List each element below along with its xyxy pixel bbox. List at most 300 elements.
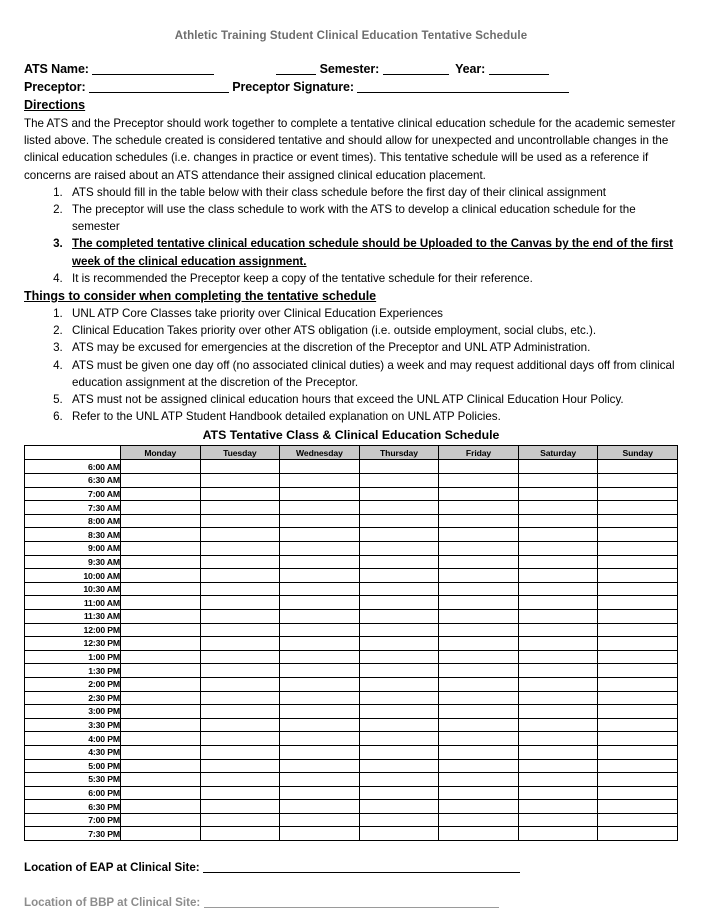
schedule-cell[interactable] <box>121 650 201 664</box>
schedule-cell[interactable] <box>598 650 678 664</box>
schedule-cell[interactable] <box>359 813 439 827</box>
schedule-row <box>25 637 678 651</box>
schedule-cell[interactable] <box>518 691 598 705</box>
schedule-row <box>25 827 678 841</box>
schedule-cell[interactable] <box>439 664 519 678</box>
schedule-cell[interactable] <box>280 745 360 759</box>
schedule-cell[interactable] <box>121 637 201 651</box>
schedule-cell[interactable] <box>280 691 360 705</box>
schedule-cell[interactable] <box>280 582 360 596</box>
schedule-cell[interactable] <box>121 759 201 773</box>
schedule-cell[interactable] <box>359 637 439 651</box>
schedule-cell[interactable] <box>598 596 678 610</box>
preceptor-row <box>24 78 678 96</box>
schedule-cell[interactable] <box>121 623 201 637</box>
schedule-time-label: 3:00 PM <box>25 705 121 719</box>
schedule-cell[interactable] <box>121 528 201 542</box>
considerations-list <box>24 305 678 425</box>
schedule-cell[interactable] <box>359 609 439 623</box>
schedule-cell[interactable] <box>121 813 201 827</box>
directions-list-item <box>66 184 678 201</box>
schedule-cell[interactable] <box>598 813 678 827</box>
schedule-cell[interactable] <box>598 705 678 719</box>
schedule-cell[interactable] <box>439 705 519 719</box>
ats-name-input[interactable] <box>92 63 214 75</box>
schedule-cell[interactable] <box>121 569 201 583</box>
schedule-cell[interactable] <box>518 514 598 528</box>
schedule-cell[interactable] <box>518 677 598 691</box>
schedule-cell[interactable] <box>121 800 201 814</box>
schedule-cell[interactable] <box>200 623 280 637</box>
schedule-cell[interactable] <box>439 745 519 759</box>
schedule-cell[interactable] <box>121 609 201 623</box>
schedule-time-label: 8:30 AM <box>25 528 121 542</box>
schedule-cell[interactable] <box>359 460 439 474</box>
schedule-cell[interactable] <box>121 501 201 515</box>
schedule-cell[interactable] <box>439 514 519 528</box>
schedule-cell[interactable] <box>518 637 598 651</box>
schedule-cell[interactable] <box>518 718 598 732</box>
schedule-cell[interactable] <box>359 555 439 569</box>
directions-list-item-highlighted <box>66 235 678 269</box>
schedule-cell[interactable] <box>280 718 360 732</box>
schedule-cell[interactable] <box>518 773 598 787</box>
schedule-cell[interactable] <box>200 487 280 501</box>
schedule-cell[interactable] <box>439 528 519 542</box>
schedule-cell[interactable] <box>439 650 519 664</box>
schedule-cell[interactable] <box>598 487 678 501</box>
schedule-cell[interactable] <box>439 460 519 474</box>
schedule-cell[interactable] <box>359 705 439 719</box>
schedule-cell[interactable] <box>439 759 519 773</box>
schedule-cell[interactable] <box>280 813 360 827</box>
schedule-time-label: 11:30 AM <box>25 609 121 623</box>
schedule-cell[interactable] <box>439 623 519 637</box>
schedule-cell[interactable] <box>598 677 678 691</box>
schedule-time-label: 1:00 PM <box>25 650 121 664</box>
schedule-time-label: 6:00 PM <box>25 786 121 800</box>
schedule-cell[interactable] <box>518 786 598 800</box>
schedule-cell[interactable] <box>280 623 360 637</box>
eap-row <box>24 861 678 874</box>
schedule-cell[interactable] <box>280 677 360 691</box>
schedule-cell[interactable] <box>200 773 280 787</box>
schedule-row <box>25 474 678 488</box>
schedule-cell[interactable] <box>200 813 280 827</box>
schedule-cell[interactable] <box>439 827 519 841</box>
schedule-cell[interactable] <box>518 745 598 759</box>
schedule-cell[interactable] <box>121 664 201 678</box>
schedule-row <box>25 609 678 623</box>
directions-item-text: ATS should fill in the table below with their class schedule before the first day of their clinical assignment <box>72 185 607 199</box>
schedule-cell[interactable] <box>121 514 201 528</box>
schedule-cell[interactable] <box>200 474 280 488</box>
preceptor-signature-label: Preceptor Signature: <box>232 80 354 94</box>
schedule-row <box>25 773 678 787</box>
schedule-cell[interactable] <box>359 474 439 488</box>
schedule-cell[interactable] <box>598 474 678 488</box>
schedule-cell[interactable] <box>518 827 598 841</box>
schedule-time-label: 4:00 PM <box>25 732 121 746</box>
schedule-cell[interactable] <box>359 677 439 691</box>
considerations-item-text: Clinical Education Takes priority over other ATS obligation (i.e. outside employment, social clubs, etc.). <box>72 324 597 338</box>
schedule-row <box>25 813 678 827</box>
schedule-cell[interactable] <box>359 745 439 759</box>
schedule-cell[interactable] <box>518 623 598 637</box>
schedule-header-wednesday: Wednesday <box>280 446 360 460</box>
schedule-cell[interactable] <box>121 732 201 746</box>
schedule-cell[interactable] <box>439 609 519 623</box>
schedule-cell[interactable] <box>359 650 439 664</box>
schedule-time-label: 12:30 PM <box>25 637 121 651</box>
schedule-cell[interactable] <box>359 542 439 556</box>
schedule-cell[interactable] <box>598 623 678 637</box>
schedule-cell[interactable] <box>439 501 519 515</box>
schedule-table-body <box>25 460 678 841</box>
schedule-cell[interactable] <box>439 718 519 732</box>
schedule-cell[interactable] <box>280 474 360 488</box>
semester-label: Semester: <box>319 62 380 76</box>
schedule-cell[interactable] <box>200 528 280 542</box>
schedule-cell[interactable] <box>359 528 439 542</box>
schedule-row <box>25 650 678 664</box>
schedule-cell[interactable] <box>359 732 439 746</box>
schedule-row <box>25 596 678 610</box>
schedule-cell[interactable] <box>359 664 439 678</box>
schedule-cell[interactable] <box>280 501 360 515</box>
schedule-cell[interactable] <box>280 569 360 583</box>
schedule-cell[interactable] <box>439 637 519 651</box>
schedule-cell[interactable] <box>200 501 280 515</box>
schedule-cell[interactable] <box>121 596 201 610</box>
schedule-cell[interactable] <box>121 460 201 474</box>
schedule-cell[interactable] <box>439 813 519 827</box>
schedule-time-label: 3:30 PM <box>25 718 121 732</box>
considerations-item-text: ATS may be excused for emergencies at the discretion of the Preceptor and UNL ATP Administration. <box>72 341 591 355</box>
schedule-cell[interactable] <box>598 745 678 759</box>
schedule-cell[interactable] <box>200 718 280 732</box>
considerations-list-item <box>66 322 678 339</box>
schedule-row <box>25 501 678 515</box>
eap-input[interactable] <box>203 861 520 873</box>
considerations-item-text: ATS must be given one day off (no associated clinical duties) a week and may request additional days off from clinical education assignment at the discretion of the Preceptor. <box>72 358 675 389</box>
schedule-time-label: 2:00 PM <box>25 677 121 691</box>
considerations-list-item <box>66 305 678 322</box>
schedule-cell[interactable] <box>598 732 678 746</box>
year-input[interactable] <box>489 63 549 75</box>
schedule-cell[interactable] <box>359 596 439 610</box>
schedule-row <box>25 487 678 501</box>
schedule-cell[interactable] <box>200 609 280 623</box>
directions-heading: Directions <box>24 98 86 112</box>
schedule-cell[interactable] <box>359 827 439 841</box>
schedule-time-label: 9:30 AM <box>25 555 121 569</box>
schedule-cell[interactable] <box>598 759 678 773</box>
schedule-table <box>24 445 678 841</box>
schedule-cell[interactable] <box>280 555 360 569</box>
directions-paragraph: The ATS and the Preceptor should work together to complete a tentative clinical education schedule for the academic semester listed above. The schedule created is considered tentative and should allow for unexpected and uncontrollable changes in the clinical education schedules (i.e. changes in practice or event times). This tentative schedule will be used as a reference if concerns are raised about an ATS attendance their assigned clinical education placement. <box>24 117 676 182</box>
schedule-cell[interactable] <box>439 487 519 501</box>
schedule-row <box>25 528 678 542</box>
schedule-header-row <box>25 446 678 460</box>
schedule-cell[interactable] <box>439 596 519 610</box>
schedule-cell[interactable] <box>518 650 598 664</box>
schedule-cell[interactable] <box>598 609 678 623</box>
schedule-cell[interactable] <box>518 813 598 827</box>
schedule-cell[interactable] <box>280 637 360 651</box>
schedule-cell[interactable] <box>280 487 360 501</box>
schedule-cell[interactable] <box>518 759 598 773</box>
schedule-cell[interactable] <box>439 677 519 691</box>
schedule-header-saturday: Saturday <box>518 446 598 460</box>
schedule-time-label: 11:00 AM <box>25 596 121 610</box>
schedule-cell[interactable] <box>200 569 280 583</box>
bbp-input[interactable] <box>204 896 499 908</box>
considerations-item-text: UNL ATP Core Classes take priority over Clinical Education Experiences <box>72 307 443 321</box>
directions-item-text: The preceptor will use the class schedule to work with the ATS to develop a clinical education schedule for the semester <box>72 203 636 234</box>
schedule-cell[interactable] <box>121 705 201 719</box>
schedule-cell[interactable] <box>518 609 598 623</box>
schedule-cell[interactable] <box>280 705 360 719</box>
schedule-cell[interactable] <box>121 786 201 800</box>
schedule-cell[interactable] <box>200 705 280 719</box>
schedule-cell[interactable] <box>439 800 519 814</box>
preceptor-label: Preceptor: <box>24 80 86 94</box>
schedule-cell[interactable] <box>200 514 280 528</box>
schedule-row <box>25 677 678 691</box>
considerations-list-item <box>66 408 678 425</box>
schedule-cell[interactable] <box>518 664 598 678</box>
eap-label: Location of EAP at Clinical Site: <box>24 861 200 875</box>
schedule-row <box>25 759 678 773</box>
schedule-cell[interactable] <box>200 637 280 651</box>
schedule-header-friday: Friday <box>439 446 519 460</box>
schedule-cell[interactable] <box>200 460 280 474</box>
schedule-cell[interactable] <box>200 827 280 841</box>
schedule-cell[interactable] <box>200 582 280 596</box>
schedule-cell[interactable] <box>598 800 678 814</box>
schedule-cell[interactable] <box>280 514 360 528</box>
schedule-cell[interactable] <box>598 827 678 841</box>
schedule-cell[interactable] <box>200 650 280 664</box>
schedule-cell[interactable] <box>598 555 678 569</box>
schedule-header-thursday: Thursday <box>359 446 439 460</box>
schedule-cell[interactable] <box>598 514 678 528</box>
schedule-cell[interactable] <box>200 596 280 610</box>
schedule-time-label: 8:00 AM <box>25 514 121 528</box>
schedule-cell[interactable] <box>439 691 519 705</box>
directions-list-item <box>66 201 678 235</box>
schedule-cell[interactable] <box>598 460 678 474</box>
schedule-cell[interactable] <box>598 786 678 800</box>
schedule-cell[interactable] <box>598 718 678 732</box>
schedule-cell[interactable] <box>598 773 678 787</box>
schedule-cell[interactable] <box>439 569 519 583</box>
schedule-cell[interactable] <box>439 732 519 746</box>
schedule-cell[interactable] <box>598 691 678 705</box>
schedule-row <box>25 745 678 759</box>
schedule-cell[interactable] <box>200 759 280 773</box>
schedule-cell[interactable] <box>518 732 598 746</box>
schedule-header-tuesday: Tuesday <box>200 446 280 460</box>
schedule-row <box>25 786 678 800</box>
schedule-cell[interactable] <box>359 718 439 732</box>
schedule-cell[interactable] <box>598 501 678 515</box>
year-label: Year: <box>455 62 486 76</box>
schedule-cell[interactable] <box>200 800 280 814</box>
schedule-cell[interactable] <box>598 542 678 556</box>
schedule-cell[interactable] <box>200 664 280 678</box>
directions-list-item <box>66 270 678 287</box>
schedule-row <box>25 460 678 474</box>
schedule-cell[interactable] <box>200 542 280 556</box>
schedule-cell[interactable] <box>598 569 678 583</box>
schedule-cell[interactable] <box>121 773 201 787</box>
ats-name-row <box>24 60 678 78</box>
schedule-cell[interactable] <box>359 569 439 583</box>
schedule-cell[interactable] <box>439 555 519 569</box>
schedule-cell[interactable] <box>359 691 439 705</box>
schedule-cell[interactable] <box>518 528 598 542</box>
schedule-row <box>25 569 678 583</box>
schedule-cell[interactable] <box>359 773 439 787</box>
schedule-cell[interactable] <box>200 677 280 691</box>
schedule-table-title: ATS Tentative Class & Clinical Education Schedule <box>202 428 500 443</box>
schedule-cell[interactable] <box>439 773 519 787</box>
semester-input[interactable] <box>383 63 449 75</box>
semester-prefix-input[interactable] <box>276 63 316 75</box>
schedule-row <box>25 623 678 637</box>
schedule-cell[interactable] <box>200 691 280 705</box>
schedule-cell[interactable] <box>200 732 280 746</box>
preceptor-input[interactable] <box>89 81 229 93</box>
preceptor-signature-input[interactable] <box>357 81 569 93</box>
schedule-cell[interactable] <box>359 623 439 637</box>
schedule-cell[interactable] <box>280 800 360 814</box>
schedule-cell[interactable] <box>359 514 439 528</box>
schedule-cell[interactable] <box>280 827 360 841</box>
schedule-cell[interactable] <box>280 786 360 800</box>
schedule-cell[interactable] <box>518 487 598 501</box>
schedule-cell[interactable] <box>280 609 360 623</box>
schedule-row <box>25 732 678 746</box>
schedule-time-label: 9:00 AM <box>25 542 121 556</box>
schedule-cell[interactable] <box>200 555 280 569</box>
schedule-cell[interactable] <box>518 596 598 610</box>
schedule-header-corner <box>25 446 121 460</box>
schedule-cell[interactable] <box>121 542 201 556</box>
document-title: Athletic Training Student Clinical Education Tentative Schedule <box>174 30 528 42</box>
schedule-cell[interactable] <box>121 474 201 488</box>
schedule-cell[interactable] <box>280 596 360 610</box>
schedule-cell[interactable] <box>598 528 678 542</box>
schedule-cell[interactable] <box>439 542 519 556</box>
schedule-cell[interactable] <box>280 650 360 664</box>
schedule-table-head <box>25 446 678 460</box>
schedule-cell[interactable] <box>359 501 439 515</box>
schedule-time-label: 7:30 AM <box>25 501 121 515</box>
schedule-cell[interactable] <box>359 487 439 501</box>
considerations-list-item <box>66 391 678 408</box>
schedule-row <box>25 691 678 705</box>
directions-list <box>24 184 678 287</box>
schedule-time-label: 1:30 PM <box>25 664 121 678</box>
schedule-cell[interactable] <box>280 528 360 542</box>
schedule-row <box>25 582 678 596</box>
schedule-cell[interactable] <box>280 460 360 474</box>
schedule-cell[interactable] <box>121 745 201 759</box>
schedule-time-label: 12:00 PM <box>25 623 121 637</box>
schedule-time-label: 10:30 AM <box>25 582 121 596</box>
directions-item-text: The completed tentative clinical education schedule should be Uploaded to the Canvas by the end of the first week of the clinical education assignment. <box>72 237 674 268</box>
schedule-cell[interactable] <box>121 718 201 732</box>
schedule-cell[interactable] <box>598 637 678 651</box>
schedule-cell[interactable] <box>439 786 519 800</box>
schedule-time-label: 7:00 PM <box>25 813 121 827</box>
schedule-row <box>25 542 678 556</box>
schedule-cell[interactable] <box>518 474 598 488</box>
schedule-time-label: 6:30 PM <box>25 800 121 814</box>
schedule-cell[interactable] <box>280 732 360 746</box>
schedule-header-monday: Monday <box>121 446 201 460</box>
schedule-cell[interactable] <box>439 474 519 488</box>
considerations-item-text: Refer to the UNL ATP Student Handbook detailed explanation on UNL ATP Policies. <box>72 410 501 424</box>
schedule-cell[interactable] <box>280 759 360 773</box>
schedule-cell[interactable] <box>518 501 598 515</box>
schedule-cell[interactable] <box>598 664 678 678</box>
schedule-cell[interactable] <box>518 569 598 583</box>
schedule-cell[interactable] <box>518 582 598 596</box>
bbp-row <box>24 896 678 909</box>
schedule-time-label: 6:00 AM <box>25 460 121 474</box>
schedule-time-label: 6:30 AM <box>25 474 121 488</box>
schedule-cell[interactable] <box>359 800 439 814</box>
schedule-cell[interactable] <box>518 555 598 569</box>
schedule-cell[interactable] <box>359 582 439 596</box>
schedule-cell[interactable] <box>518 460 598 474</box>
schedule-cell[interactable] <box>200 745 280 759</box>
schedule-cell[interactable] <box>121 691 201 705</box>
footer-fields <box>24 861 678 909</box>
considerations-heading: Things to consider when completing the tentative schedule <box>24 289 377 304</box>
schedule-cell[interactable] <box>518 800 598 814</box>
schedule-cell[interactable] <box>200 786 280 800</box>
considerations-item-text: ATS must not be assigned clinical education hours that exceed the UNL ATP Clinical Education Hour Policy. <box>72 393 624 407</box>
schedule-cell[interactable] <box>121 677 201 691</box>
schedule-cell[interactable] <box>359 759 439 773</box>
schedule-time-label: 10:00 AM <box>25 569 121 583</box>
schedule-cell[interactable] <box>121 487 201 501</box>
schedule-cell[interactable] <box>280 664 360 678</box>
schedule-header-sunday: Sunday <box>598 446 678 460</box>
schedule-cell[interactable] <box>280 542 360 556</box>
schedule-cell[interactable] <box>518 542 598 556</box>
schedule-cell[interactable] <box>518 705 598 719</box>
schedule-row <box>25 705 678 719</box>
schedule-cell[interactable] <box>439 582 519 596</box>
schedule-row <box>25 800 678 814</box>
schedule-cell[interactable] <box>121 555 201 569</box>
schedule-cell[interactable] <box>598 582 678 596</box>
schedule-time-label: 7:00 AM <box>25 487 121 501</box>
schedule-cell[interactable] <box>359 786 439 800</box>
directions-item-text: It is recommended the Preceptor keep a copy of the tentative schedule for their reference. <box>72 271 533 285</box>
schedule-time-label: 2:30 PM <box>25 691 121 705</box>
schedule-cell[interactable] <box>280 773 360 787</box>
schedule-row <box>25 718 678 732</box>
schedule-cell[interactable] <box>121 582 201 596</box>
schedule-cell[interactable] <box>121 827 201 841</box>
